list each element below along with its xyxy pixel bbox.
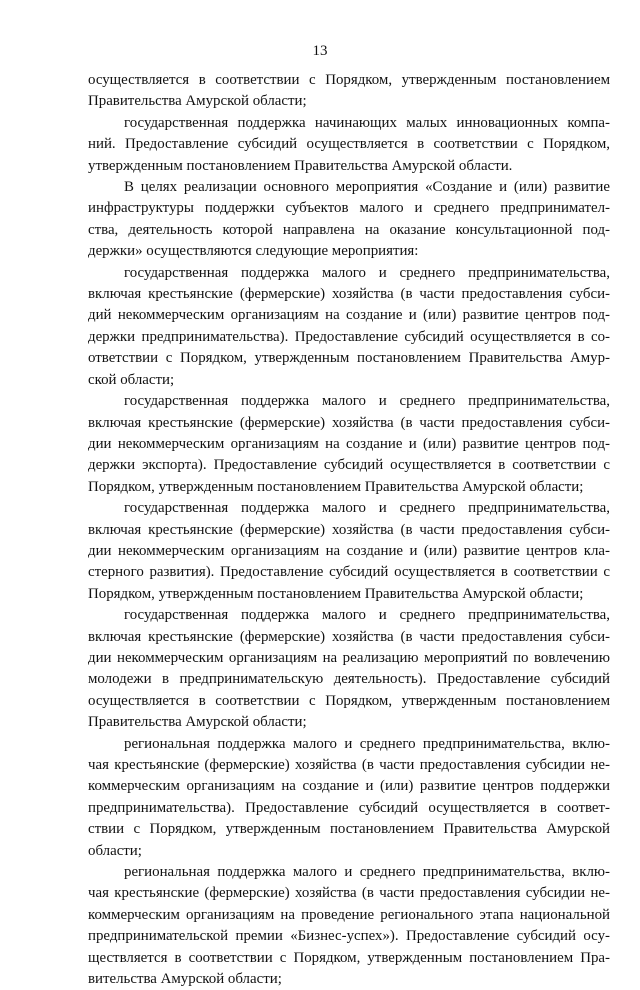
text-line: Порядком, утвержденным постановлением Правительства Амурской области;	[88, 585, 584, 602]
text-line: региональная поддержка малого и среднего предпринимательства, вклю-	[124, 735, 610, 752]
text-line: государственная поддержка малого и среднего предпринимательства,	[124, 264, 610, 281]
text-line: государственная поддержка малого и среднего предпринимательства,	[124, 393, 610, 410]
text-line: ства, деятельность которой направлена на оказание консультационной под-	[88, 221, 610, 238]
text-line: коммерческим организациям на создание и (или) развитие центров поддержки	[88, 778, 610, 795]
text-line: предпринимательской премии «Бизнес-успех»). Предоставление субсидий осу-	[88, 928, 610, 945]
text-line: государственная поддержка малого и среднего предпринимательства,	[124, 500, 610, 517]
text-line: чая крестьянские (фермерские) хозяйства (в части предоставления субсидии не-	[88, 757, 610, 773]
text-line: дии некоммерческим организациям на создание и (или) развитие центров кла-	[88, 542, 610, 559]
text-line: В целях реализации основного мероприятия «Создание и (или) развитие	[124, 179, 610, 196]
text-line: Порядком, утвержденным постановлением Правительства Амурской области;	[88, 478, 584, 495]
text-line: инфраструктуры поддержки субъектов малого и среднего предпринимател-	[88, 200, 610, 217]
text-line: дии некоммерческим организациям на реализацию мероприятий по вовлечению	[88, 649, 610, 666]
page-number: 13	[312, 43, 328, 59]
text-line: стерного развития). Предоставление субсидий осуществляется в соответствии с	[88, 564, 610, 581]
text-line: ствии с Порядком, утвержденным постановлением Правительства Амурской	[88, 821, 610, 838]
text-line: включая крестьянские (фермерские) хозяйства (в части предоставления субси-	[88, 414, 610, 431]
text-line: коммерческим организациям на проведение регионального этапа национальной	[88, 906, 610, 923]
text-line: включая крестьянские (фермерские) хозяйства (в части предоставления субси-	[88, 521, 610, 538]
text-line: осуществляется в соответствии с Порядком, утвержденным постановлением	[88, 692, 610, 709]
text-line: вительства Амурской области;	[88, 971, 282, 988]
text-line: Правительства Амурской области;	[88, 93, 307, 110]
text-line: держки экспорта). Предоставление субсидий осуществляется в соответствии с	[88, 457, 610, 474]
text-line: держки предпринимательства). Предоставление субсидий осуществляется в со-	[88, 328, 610, 345]
text-line: государственная поддержка начинающих малых инновационных компа-	[124, 114, 610, 131]
text-line: включая крестьянские (фермерские) хозяйства (в части предоставления субси-	[88, 286, 610, 303]
text-line: ний. Предоставление субсидий осуществляется в соответствии с Порядком,	[88, 136, 610, 153]
text-line: чая крестьянские (фермерские) хозяйства (в части предоставления субсидии не-	[88, 885, 610, 902]
text-line: дий некоммерческим организациям на создание и (или) развитие центров под-	[88, 307, 610, 324]
text-line: предпринимательства). Предоставление субсидий осуществляется в соответ-	[88, 799, 610, 816]
text-line: ской области;	[88, 371, 175, 388]
text-line: включая крестьянские (фермерские) хозяйства (в части предоставления субси-	[88, 628, 610, 645]
text-line: Правительства Амурской области;	[88, 714, 307, 731]
text-line: дии некоммерческим организациям на создание и (или) развитие центров под-	[88, 435, 610, 452]
text-line: держки» осуществляются следующие мероприятия:	[88, 243, 419, 260]
text-line: государственная поддержка малого и среднего предпринимательства,	[124, 607, 610, 624]
text-line: региональная поддержка малого и среднего предпринимательства, вклю-	[124, 864, 610, 881]
text-line: ществляется в соответствии с Порядком, утвержденным постановлением Пра-	[88, 949, 610, 966]
text-line: области;	[88, 842, 142, 859]
text-line: утвержденным постановлением Правительства Амурской области.	[88, 157, 513, 174]
text-line: осуществляется в соответствии с Порядком, утвержденным постановлением	[88, 72, 610, 88]
document-body	[88, 70, 610, 990]
text-line: молодежи в предпринимательскую деятельность). Предоставление субсидий	[88, 671, 610, 688]
text-line: ответствии с Порядком, утвержденным постановлением Правительства Амур-	[88, 350, 610, 367]
